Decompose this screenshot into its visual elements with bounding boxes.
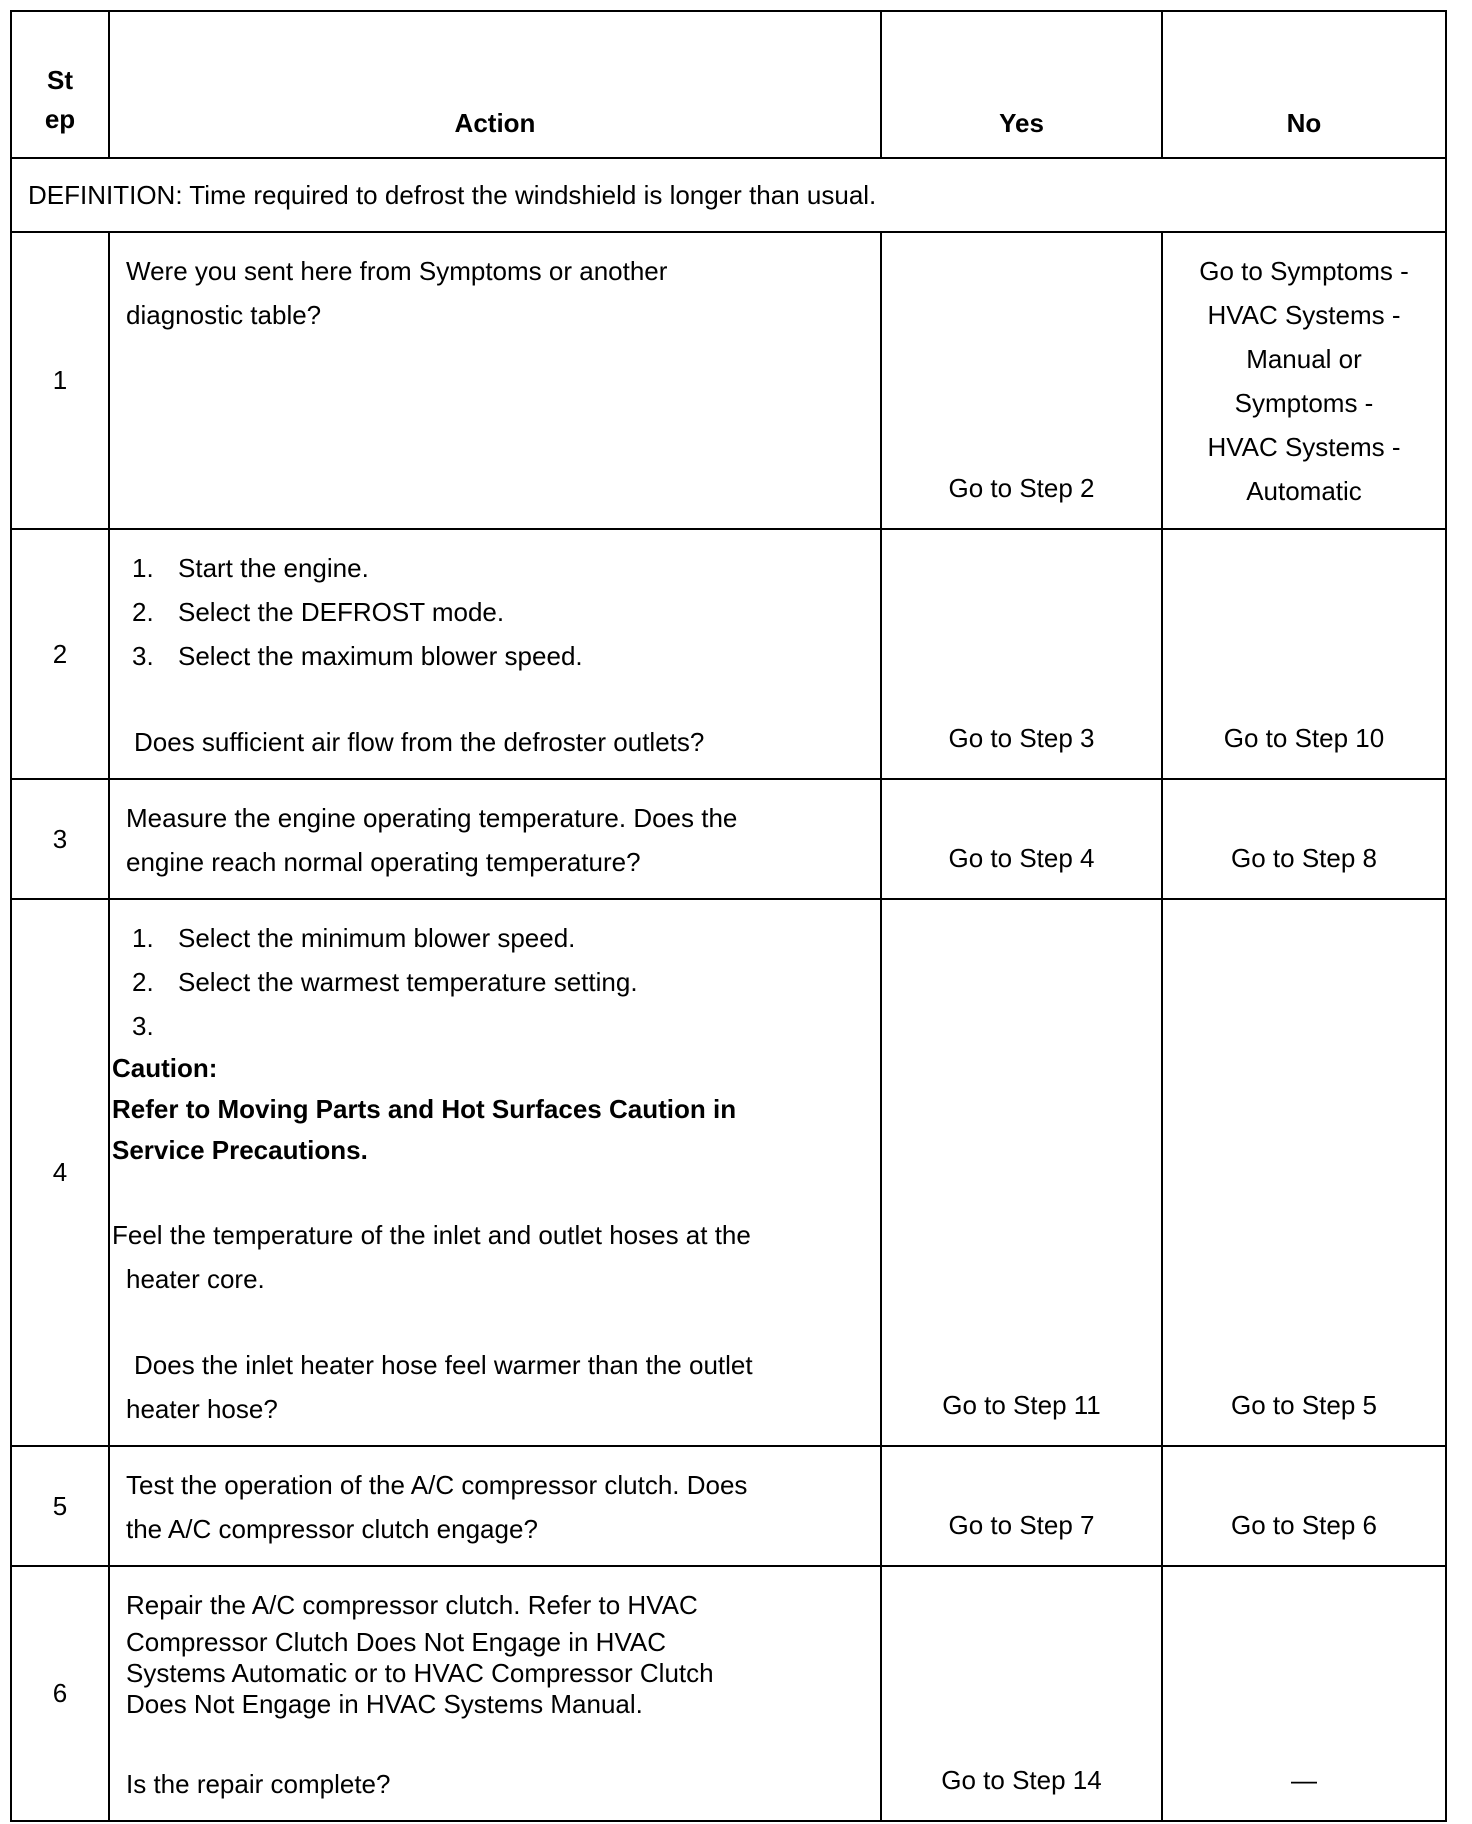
action-line: Repair the A/C compressor clutch. Refer to HVAC [126,1590,698,1620]
instruction-text: heater core. [126,1264,265,1294]
yes-result: Go to Step 14 [881,1566,1162,1821]
action-cell [109,779,881,899]
header-yes: Yes [881,11,1162,158]
question-text: Is the repair complete? [126,1769,391,1799]
instruction-text: Feel the temperature of the inlet and outlet hoses at the [112,1220,751,1250]
question-text: Does the inlet heater hose feel warmer than the outlet [134,1350,753,1380]
step-number: 2 [11,529,109,779]
caution-text: Refer to Moving Parts and Hot Surfaces Caution in [112,1094,737,1124]
no-result [1162,232,1446,529]
no-result: Go to Step 10 [1162,529,1446,779]
diagnostic-table [10,10,1447,1822]
definition-row [11,158,1446,232]
no-result: — [1162,1566,1446,1821]
action-cell [109,1446,881,1566]
list-item: 2. Select the DEFROST mode. [132,597,505,627]
table-row [11,899,1446,1446]
no-line: Symptoms - [1234,388,1374,418]
question-text: Does sufficient air flow from the defroster outlets? [134,727,705,757]
list-item: 2. Select the warmest temperature setting. [132,967,638,997]
definition-text: DEFINITION: Time required to defrost the windshield is longer than usual. [11,158,1446,232]
action-line: Test the operation of the A/C compressor clutch. Does [126,1470,748,1500]
no-result: Go to Step 6 [1162,1446,1446,1566]
list-item: 1. Start the engine. [132,553,369,583]
action-cell [109,1566,881,1821]
yes-result: Go to Step 11 [881,899,1162,1446]
yes-result: Go to Step 4 [881,779,1162,899]
no-line: Go to Symptoms - [1199,256,1409,286]
header-no: No [1162,11,1446,158]
action-cell [109,232,881,529]
header-row [11,11,1446,158]
list-item: 1. Select the minimum blower speed. [132,923,576,953]
table-row [11,1566,1446,1821]
table-row [11,529,1446,779]
caution-text: Service Precautions. [112,1135,368,1165]
list-item: 3. Select the maximum blower speed. [132,641,583,671]
no-line: HVAC Systems - [1207,300,1401,330]
action-line: Were you sent here from Symptoms or another [126,256,668,286]
action-line: Compressor Clutch Does Not Engage in HVAC [126,1627,666,1657]
list-item: 3. [132,1011,154,1041]
question-text: heater hose? [126,1394,278,1424]
caution-title: Caution: [112,1053,218,1083]
step-number: 6 [11,1566,109,1821]
header-action: Action [109,11,881,158]
action-line: engine reach normal operating temperature? [126,847,641,877]
yes-result: Go to Step 3 [881,529,1162,779]
action-line: the A/C compressor clutch engage? [126,1514,538,1544]
action-line: Does Not Engage in HVAC Systems Manual. [126,1689,643,1719]
step-number: 3 [11,779,109,899]
yes-result: Go to Step 2 [881,232,1162,529]
action-line: Systems Automatic or to HVAC Compressor Clutch [126,1658,714,1688]
no-line: HVAC Systems - [1207,432,1401,462]
no-result: Go to Step 8 [1162,779,1446,899]
table-row [11,1446,1446,1566]
step-number: 5 [11,1446,109,1566]
action-line: diagnostic table? [126,300,322,330]
header-step: St ep [11,11,109,158]
action-cell [109,899,881,1446]
step-number: 1 [11,232,109,529]
yes-result: Go to Step 7 [881,1446,1162,1566]
action-cell [109,529,881,779]
step-number: 4 [11,899,109,1446]
no-result: Go to Step 5 [1162,899,1446,1446]
table-row [11,779,1446,899]
table-row [11,232,1446,529]
no-line: Automatic [1246,476,1362,506]
action-line: Measure the engine operating temperature. Does the [126,803,738,833]
no-line: Manual or [1246,344,1362,374]
